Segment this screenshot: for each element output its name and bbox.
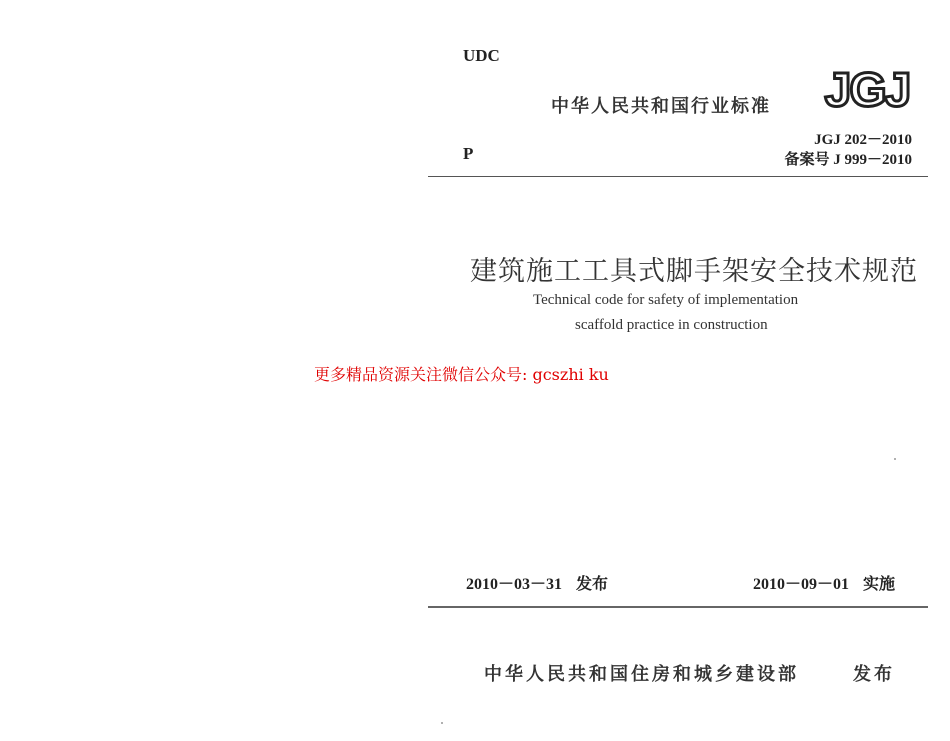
issue-label: 发布 xyxy=(576,574,609,593)
watermark-notice: 更多精品资源关注微信公众号: gcszhi ku xyxy=(314,365,609,384)
scan-speck xyxy=(894,458,896,460)
publisher-verb: 发布 xyxy=(853,664,895,685)
implement-date-block xyxy=(753,571,895,594)
udc-label: UDC xyxy=(463,46,500,65)
publisher-name: 中华人民共和国住房和城乡建设部 xyxy=(484,664,799,685)
logo-text: JGJ xyxy=(824,64,910,114)
top-divider xyxy=(428,176,928,177)
record-number: 备案号 J 999－2010 xyxy=(784,152,912,168)
issue-date: 2010－03－31 xyxy=(466,576,563,593)
scan-speck xyxy=(441,722,443,724)
title-english-line1: Technical code for safety of implementation xyxy=(533,292,799,308)
title-chinese: 建筑施工工具式脚手架安全技术规范 xyxy=(470,256,918,287)
category-label: P xyxy=(463,144,474,163)
implement-label: 实施 xyxy=(863,574,896,593)
title-english-line2: scaffold practice in construction xyxy=(575,317,768,333)
jgj-logo xyxy=(820,62,914,114)
issue-date-block xyxy=(466,571,608,594)
implement-date: 2010－09－01 xyxy=(753,576,850,593)
bottom-divider xyxy=(428,606,928,608)
industry-standard-heading: 中华人民共和国行业标准 xyxy=(551,96,771,117)
standard-code: JGJ 202－2010 xyxy=(814,132,912,148)
